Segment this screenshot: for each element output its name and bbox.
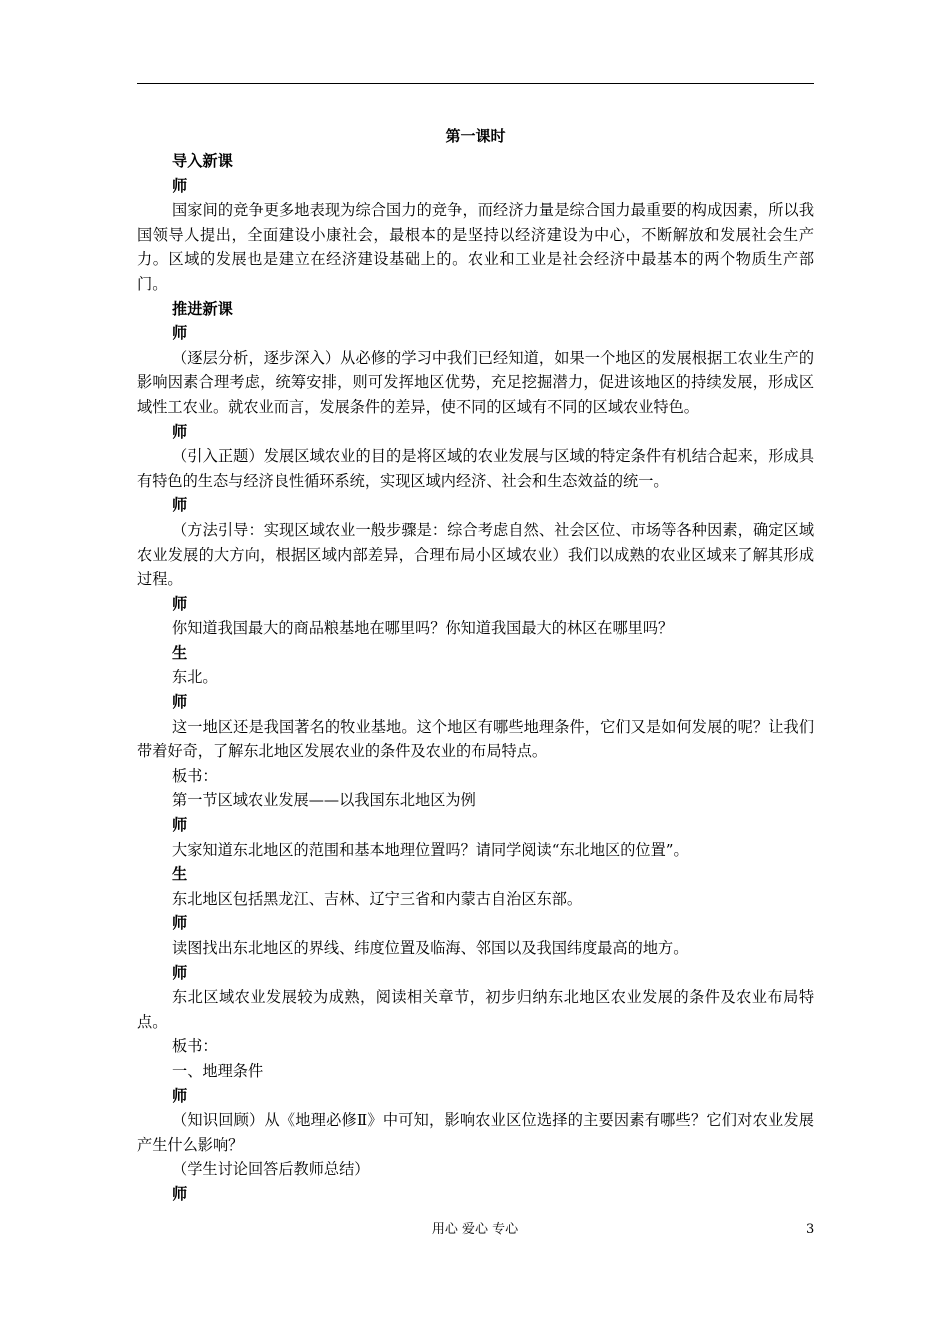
speaker-label: 师 — [172, 914, 188, 933]
text-line: 读图找出东北地区的界线、纬度位置及临海、邻国以及我国纬度最高的地方。 — [172, 939, 689, 957]
header-rule — [137, 83, 814, 84]
lesson-title: 第一课时 — [445, 127, 506, 145]
text-line: （学生讨论回答后教师总结） — [172, 1160, 370, 1179]
section-heading: 导入新课 — [172, 152, 233, 170]
paragraph: （引入正题）发展区域农业的目的是将区域的农业发展与区域的特定条件有机结合起来，形成具有特色的生态与经济良性循环系统，实现区域内经济、社会和生态效益的统一。 — [137, 447, 814, 490]
speaker-label: 师 — [172, 963, 188, 982]
page-number: 3 — [806, 1222, 815, 1237]
lesson-blocks — [137, 149, 814, 1207]
speaker-label: 师 — [172, 422, 188, 441]
text-line: 大家知道东北地区的范围和基本地理位置吗？请同学阅读“东北地区的位置”。 — [172, 840, 689, 859]
text-line: 你知道我国最大的商品粮基地在哪里吗？你知道我国最大的林区在哪里吗？ — [172, 619, 674, 638]
speaker-label: 师 — [172, 816, 188, 835]
speaker-label: 师 — [172, 496, 188, 515]
text-line: 第一节区域农业发展——以我国东北地区为例 — [172, 791, 476, 810]
speaker-label: 生 — [172, 643, 188, 662]
speaker-label: 师 — [172, 594, 188, 613]
text-line: 东北地区包括黑龙江、吉林、辽宁三省和内蒙古自治区东部。 — [172, 889, 583, 908]
paragraph: 东北区域农业发展较为成熟，阅读相关章节，初步归纳东北地区农业发展的条件及农业布局特点。 — [137, 988, 814, 1031]
speaker-label: 师 — [172, 1086, 188, 1105]
speaker-label: 师 — [172, 176, 188, 195]
text-line: 板书： — [172, 1037, 218, 1056]
speaker-label: 生 — [172, 865, 188, 884]
speaker-label: 师 — [172, 693, 188, 712]
text-line: 板书： — [172, 766, 218, 785]
paragraph: （方法引导：实现区域农业一般步骤是：综合考虑自然、社会区位、市场等各种因素，确定区域农业发展的大方向，根据区域内部差异，合理布局小区域农业）我们以成熟的农业区域来了解其形成过程。 — [137, 520, 814, 589]
text-line: 一、地理条件 — [172, 1061, 264, 1080]
paragraph: （逐层分析，逐步深入）从必修的学习中我们已经知道，如果一个地区的发展根据工农业生产的影响因素合理考虑，统筹安排，则可发挥地区优势，充足挖掘潜力，促进该地区的持续发展，形成区域性工农业。就农业而言，发展条件的差异，使不同的区域有不同的区域农业特色。 — [137, 348, 814, 416]
speaker-label: 师 — [172, 324, 188, 343]
speaker-label: 师 — [172, 1184, 188, 1203]
document-body — [137, 124, 814, 1207]
paragraph: 国家间的竞争更多地表现为综合国力的竞争，而经济力量是综合国力最重要的构成因素，所以我国领导人提出，全面建设小康社会，最根本的是坚持以经济建设为中心，不断解放和发展社会生产力。区域的发展也是建立在经济建设基础上的。农业和工业是社会经济中最基本的两个物质生产部门。 — [137, 201, 814, 293]
paragraph: （知识回顾）从《地理必修Ⅱ》中可知，影响农业区位选择的主要因素有哪些？它们对农业发展产生什么影响？ — [137, 1111, 814, 1154]
section-heading: 推进新课 — [172, 299, 233, 318]
footer-motto: 用心 爱心 专心 — [431, 1222, 519, 1237]
paragraph: 这一地区还是我国著名的牧业基地。这个地区有哪些地理条件，它们又是如何发展的呢？让我们带着好奇，了解东北地区发展农业的条件及农业的布局特点。 — [137, 717, 814, 761]
text-line: 东北。 — [172, 668, 218, 687]
